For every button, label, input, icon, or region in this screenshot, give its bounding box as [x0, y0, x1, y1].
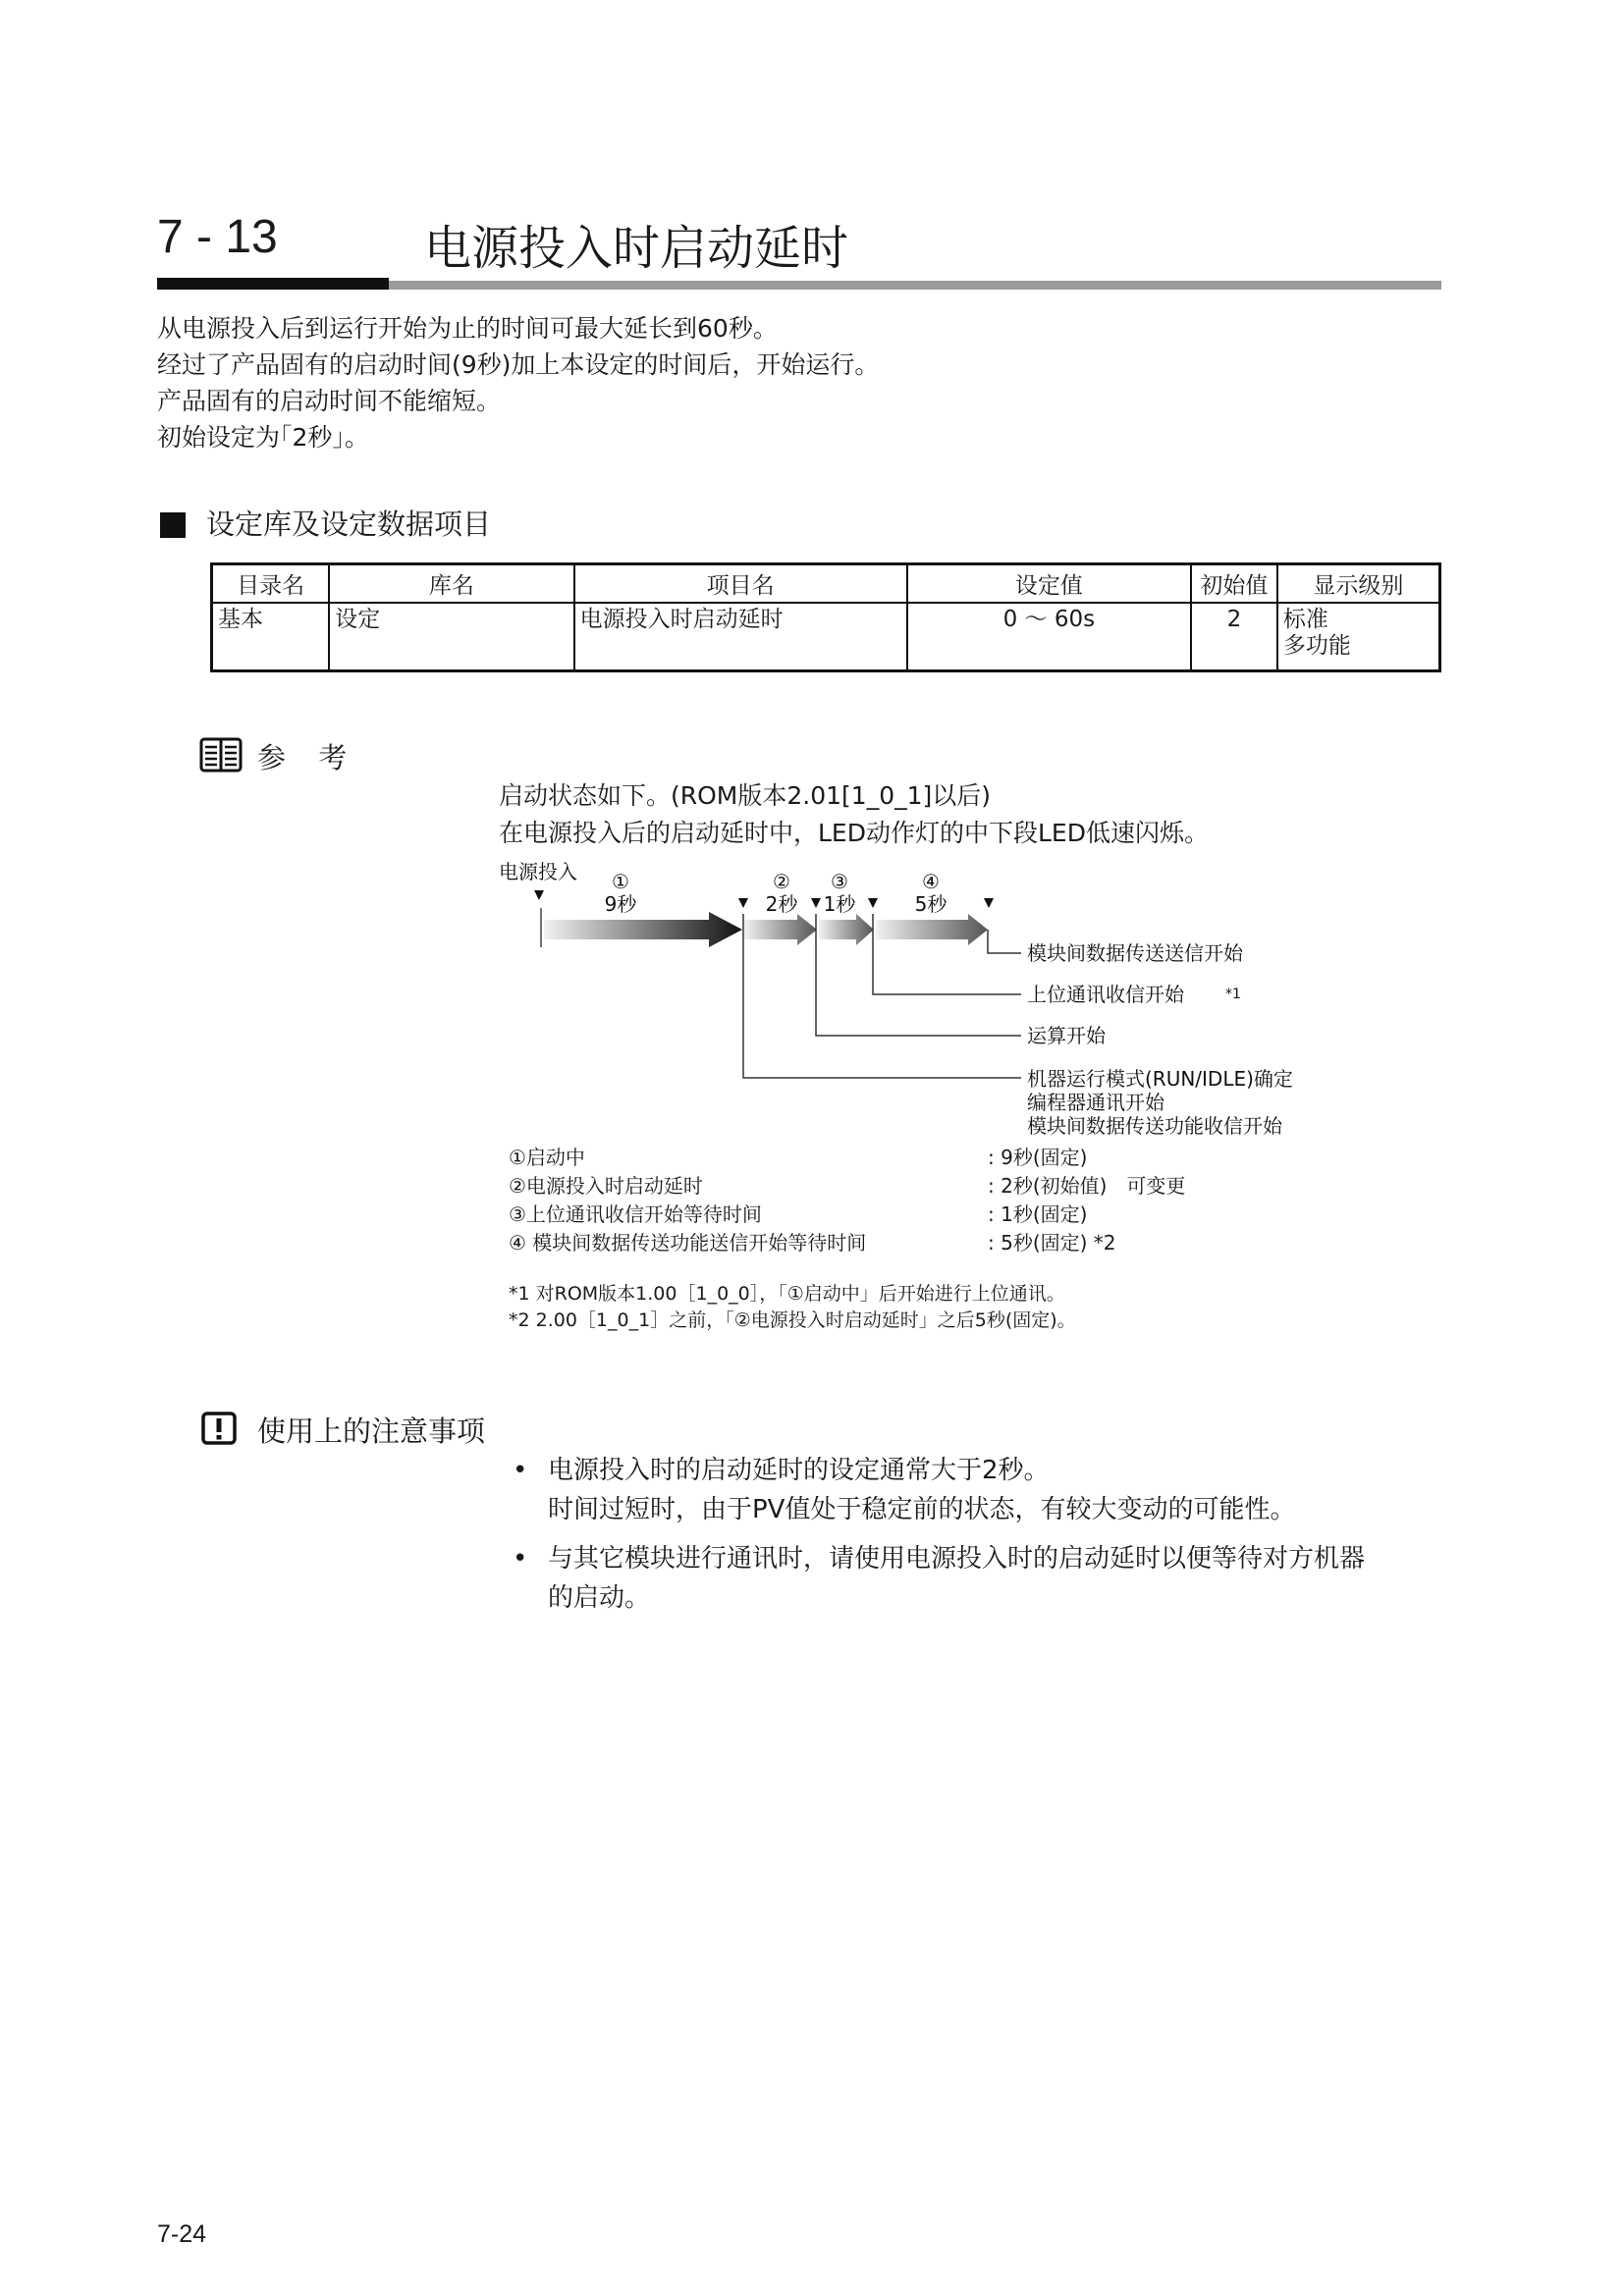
- bullet-icon: •: [513, 1456, 528, 1485]
- footnote: *1 对ROM版本1.00［1_0_0］，「①启动中」后开始进行上位通讯。: [509, 1283, 1065, 1305]
- library-section-title: 设定库及设定数据项目: [206, 507, 492, 541]
- level-multi: 多功能: [1282, 633, 1351, 659]
- legend-row: [509, 1172, 1186, 1201]
- header-catalog: 目录名: [212, 564, 330, 604]
- phase-1-arrow: [544, 912, 742, 947]
- reference-text: [499, 777, 1209, 852]
- phase-3-marker: ③: [831, 870, 848, 893]
- caution-text: 与其它模块进行通讯时，请使用电源投入时的启动延时以便等待对方机器: [548, 1544, 1366, 1574]
- legend-value: : 1秒(固定): [988, 1202, 1088, 1226]
- phase-1-marker: ①: [612, 870, 629, 893]
- phase-2-duration: 2秒: [765, 892, 798, 916]
- header-range: 设定值: [907, 564, 1191, 604]
- title-rule-gray: [389, 281, 1441, 290]
- cell-library: 设定: [329, 603, 573, 671]
- settings-table: [210, 562, 1441, 672]
- event-data-receive-start: 模块间数据传送功能收信开始: [1027, 1114, 1282, 1138]
- caution-text: 电源投入时的启动延时的设定通常大于2秒。: [548, 1456, 1050, 1485]
- phase-4-end-marker: [984, 898, 994, 908]
- cell-initial: 2: [1191, 603, 1277, 671]
- cell-catalog: 基本: [212, 603, 330, 671]
- legend-label: ④ 模块间数据传送功能送信开始等待时间: [509, 1231, 867, 1255]
- section-title: 电源投入时启动延时: [424, 221, 849, 276]
- leader-4: [988, 930, 1021, 953]
- page-number: 7-24: [157, 2220, 207, 2248]
- caution-list: [513, 1451, 1365, 1628]
- intro-paragraph: [157, 310, 879, 455]
- phase-legend: [509, 1144, 1186, 1257]
- caution-text: 的启动。: [548, 1583, 651, 1613]
- cell-item: 电源投入时启动延时: [574, 603, 907, 671]
- caution-item: [513, 1451, 1365, 1529]
- intro-line: 从电源投入后到运行开始为止的时间可最大延长到60秒。: [157, 314, 778, 343]
- power-on-label: 电源投入: [499, 860, 577, 883]
- phase-2-arrow: [744, 914, 817, 945]
- phase-2-marker: ②: [773, 870, 790, 893]
- reference-line: 在电源投入后的启动延时中，LED动作灯的中下段LED低速闪烁。: [499, 819, 1209, 847]
- event-programmer-comm-start: 编程器通讯开始: [1027, 1091, 1164, 1114]
- power-on-marker: [534, 890, 544, 900]
- level-standard: 标准: [1282, 607, 1328, 632]
- legend-row: [509, 1144, 1088, 1172]
- phase-3-duration: 1秒: [823, 892, 856, 916]
- table-header-row: [212, 564, 1440, 604]
- phase-4-duration: 5秒: [914, 892, 947, 916]
- event-host-receive-note: *1: [1225, 987, 1241, 1002]
- phase-3-start-marker: [811, 898, 821, 908]
- section-bullet-square-icon: [160, 512, 186, 538]
- legend-label: ②电源投入时启动延时: [509, 1174, 703, 1198]
- footnotes: [509, 1281, 1076, 1334]
- reference-line: 启动状态如下。(ROM版本2.01[1_0_1]以后): [499, 781, 992, 810]
- legend-value: : 2秒(初始值) 可变更: [988, 1174, 1186, 1198]
- event-data-send-start: 模块间数据传送送信开始: [1027, 941, 1243, 965]
- event-calculation-start: 运算开始: [1027, 1024, 1106, 1047]
- header-initial: 初始值: [1191, 564, 1277, 604]
- section-number: 7 - 13: [157, 211, 278, 263]
- legend-row: [509, 1201, 1088, 1229]
- intro-line: 初始设定为｢2秒｣。: [157, 423, 369, 452]
- header-library: 库名: [329, 564, 573, 604]
- header-level: 显示级别: [1277, 564, 1440, 604]
- caution-title: 使用上的注意事项: [257, 1415, 486, 1448]
- intro-line: 经过了产品固有的启动时间(9秒)加上本设定的时间后，开始运行。: [157, 350, 880, 379]
- table-row: [212, 603, 1440, 671]
- bullet-icon: •: [513, 1544, 528, 1574]
- caution-icon: [201, 1412, 237, 1445]
- phase-4-arrow: [876, 914, 988, 945]
- footnote: *2 2.00［1_0_1］之前，「②电源投入时启动延时」之后5秒(固定)。: [509, 1309, 1076, 1331]
- cell-level: [1277, 603, 1440, 671]
- event-mode-determined: 机器运行模式(RUN/IDLE)确定: [1027, 1067, 1293, 1091]
- book-icon: [199, 736, 243, 774]
- legend-value: : 5秒(固定) *2: [988, 1231, 1116, 1255]
- phase-2-start-marker: [738, 898, 748, 908]
- header-item: 项目名: [574, 564, 907, 604]
- title-rule-black: [157, 278, 389, 290]
- phase-4-marker: ④: [922, 870, 940, 893]
- cell-range: 0 ～ 60s: [907, 603, 1191, 671]
- legend-value: : 9秒(固定): [988, 1146, 1088, 1169]
- phase-3-arrow: [819, 914, 874, 945]
- legend-label: ①启动中: [509, 1146, 585, 1169]
- event-host-receive-start: 上位通讯收信开始: [1027, 983, 1184, 1006]
- intro-line: 产品固有的启动时间不能缩短。: [157, 387, 502, 415]
- legend-label: ③上位通讯收信开始等待时间: [509, 1202, 762, 1226]
- legend-row: [509, 1229, 1116, 1257]
- reference-label: 参 考: [257, 741, 359, 774]
- caution-text: 时间过短时，由于PV值处于稳定前的状态，有较大变动的可能性。: [548, 1495, 1296, 1524]
- phase-4-start-marker: [868, 898, 878, 908]
- caution-item: [513, 1539, 1365, 1618]
- phase-1-duration: 9秒: [604, 892, 637, 916]
- startup-timing-diagram: [491, 859, 1335, 1139]
